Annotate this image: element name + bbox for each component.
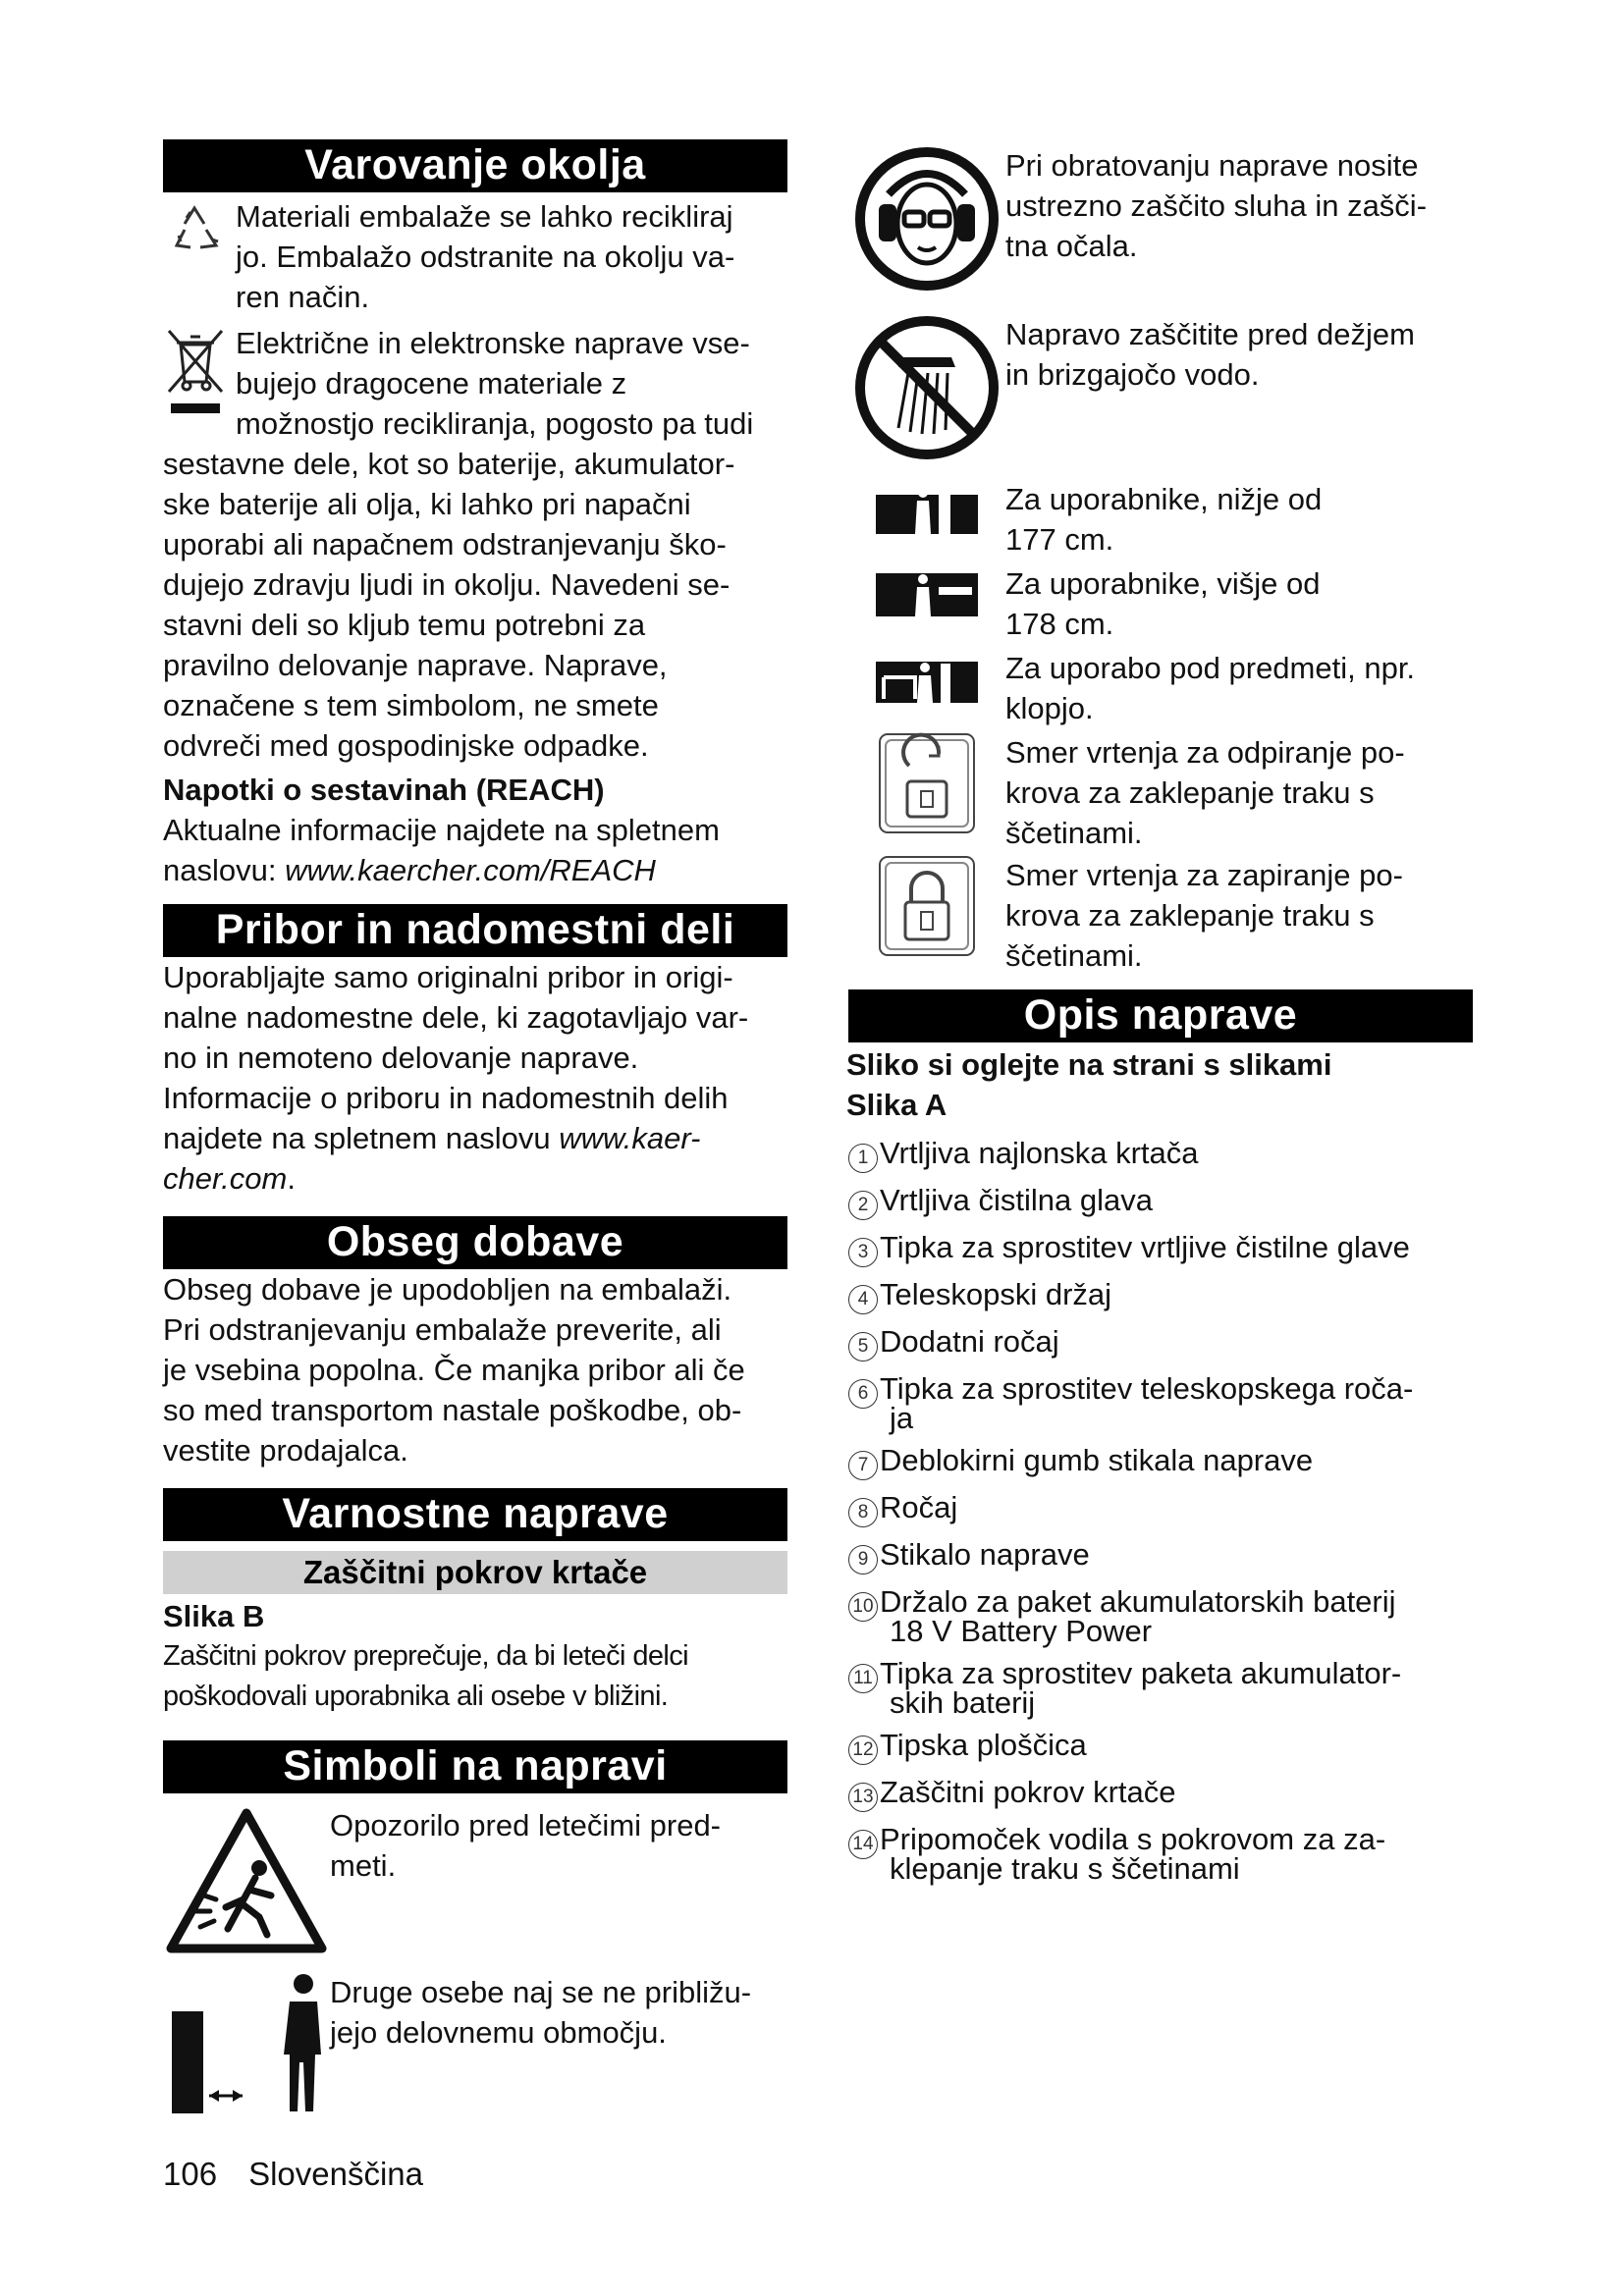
item-text: Zaščitni pokrov krtače xyxy=(880,1775,1176,1809)
reach-prefix: naslovu: xyxy=(163,853,286,887)
list-item xyxy=(848,1584,1473,1648)
list-item xyxy=(848,1537,1473,1575)
reach-line-1: Aktualne informacije najdete na spletnem xyxy=(163,813,720,847)
list-item xyxy=(848,1656,1473,1720)
weee-rest-2: ske baterije ali olja, ki lahko pri napačni xyxy=(163,487,691,521)
symbol-flying-objects xyxy=(163,1805,787,1954)
section-title-safety: Varnostne naprave xyxy=(163,1488,787,1541)
reach-line-2 xyxy=(163,850,787,890)
list-item xyxy=(848,1490,1473,1527)
list-item xyxy=(848,1443,1473,1480)
unlock-line-3: ščetinami. xyxy=(1005,816,1143,850)
item-number: 11 xyxy=(848,1664,878,1693)
item-text-cont: 18 V Battery Power xyxy=(890,1614,1153,1648)
recycle-icon xyxy=(163,196,232,265)
under-line-2: klopjo. xyxy=(1005,691,1094,725)
list-item xyxy=(848,1371,1473,1435)
symbol-under-objects xyxy=(848,648,1473,728)
safety-line-2: poškodovali uporabnika ali osebe v bližini. xyxy=(163,1681,669,1712)
item-number: 1 xyxy=(848,1144,878,1173)
reach-link[interactable]: www.kaercher.com/REACH xyxy=(285,853,656,887)
weee-line-1: Električne in elektronske naprave vse- xyxy=(236,326,750,360)
user-tall-icon xyxy=(876,569,978,616)
item-text: Tipka za sprostitev paketa akumulator- xyxy=(880,1656,1402,1690)
lock-line-2: krova za zaklepanje traku s xyxy=(1005,898,1375,933)
symbol-lock-rotation xyxy=(848,855,1473,976)
scope-line-1: Obseg dobave je upodobljen na embalaži. xyxy=(163,1272,732,1307)
under-line-1: Za uporabo pod predmeti, npr. xyxy=(1005,651,1416,685)
list-item xyxy=(848,1775,1473,1812)
recycle-line-1: Materiali embalaže se lahko recikliraj xyxy=(236,199,733,234)
symbol-no-rain xyxy=(848,314,1473,461)
lock-rotation-icon xyxy=(878,855,976,957)
section-title-accessories: Pribor in nadomestni deli xyxy=(163,904,787,957)
short-line-1: Za uporabnike, nižje od xyxy=(1005,482,1323,516)
list-item xyxy=(848,1230,1473,1267)
protection-line-2: ustrezno zaščito sluha in zašči- xyxy=(1005,188,1428,223)
scope-line-4: so med transportom nastale poškodbe, ob- xyxy=(163,1393,742,1427)
list-item xyxy=(848,1277,1473,1314)
item-number: 13 xyxy=(848,1783,878,1812)
item-text: Deblokirni gumb stikala naprave xyxy=(880,1443,1314,1477)
item-text: Stikalo naprave xyxy=(880,1537,1090,1572)
item-text-cont: ja xyxy=(890,1401,914,1435)
item-text: Tipka za sprostitev vrtljive čistilne glave xyxy=(880,1230,1410,1264)
no-rain-icon xyxy=(853,314,1001,461)
keep-distance-icon xyxy=(168,1972,325,2115)
flying-line-1: Opozorilo pred letečimi pred- xyxy=(330,1808,722,1842)
left-column xyxy=(163,139,787,2115)
item-text: Pripomoček vodila s pokrovom za za- xyxy=(880,1822,1386,1856)
item-text: Tipka za sprostitev teleskopskega roča- xyxy=(880,1371,1414,1406)
list-item xyxy=(848,1324,1473,1362)
item-number: 7 xyxy=(848,1451,878,1480)
subsection-title-brush-cover: Zaščitni pokrov krtače xyxy=(163,1551,787,1594)
weee-rest-7: označene s tem simbolom, ne smete xyxy=(163,688,659,722)
item-number: 12 xyxy=(848,1735,878,1765)
item-text: Ročaj xyxy=(880,1490,958,1524)
section-title-symbols: Simboli na napravi xyxy=(163,1740,787,1793)
right-column xyxy=(848,145,1473,1896)
under-objects-icon xyxy=(876,656,978,703)
section-title-description: Opis naprave xyxy=(848,989,1473,1042)
reach-heading: Napotki o sestavinah (REACH) xyxy=(163,773,605,807)
list-item xyxy=(848,1822,1473,1886)
lock-line-3: ščetinami. xyxy=(1005,938,1143,973)
see-figures-label: Sliko si oglejte na strani s slikami xyxy=(846,1047,1332,1082)
ear-eye-protection-icon xyxy=(853,145,1001,293)
short-line-2: 177 cm. xyxy=(1005,522,1114,557)
accessories-line-1: Uporabljajte samo originalni pribor in origi- xyxy=(163,960,733,994)
scope-line-2: Pri odstranjevanju embalaže preverite, ali xyxy=(163,1312,722,1347)
accessories-line-6 xyxy=(163,1158,787,1199)
weee-rest-4: dujejo zdravju ljudi in okolju. Navedeni se- xyxy=(163,567,731,602)
unlock-rotation-icon xyxy=(878,732,976,834)
unlock-line-1: Smer vrtenja za odpiranje po- xyxy=(1005,735,1405,770)
list-item xyxy=(848,1183,1473,1220)
symbol-keep-distance xyxy=(163,1972,787,2115)
item-text: Tipska ploščica xyxy=(880,1728,1087,1762)
accessories-line-2: nalne nadomestne dele, ki zagotavljajo var- xyxy=(163,1000,749,1035)
rain-line-2: in brizgajočo vodo. xyxy=(1005,357,1260,392)
accessories-link-part-2[interactable]: cher.com xyxy=(163,1161,288,1196)
item-text-cont: klepanje traku s ščetinami xyxy=(890,1851,1240,1886)
item-number: 3 xyxy=(848,1238,878,1267)
section-title-environment: Varovanje okolja xyxy=(163,139,787,192)
weee-rest-6: pravilno delovanje naprave. Naprave, xyxy=(163,648,668,682)
symbol-ear-eye-protection xyxy=(848,145,1473,293)
tall-line-2: 178 cm. xyxy=(1005,607,1114,641)
section-title-scope: Obseg dobave xyxy=(163,1216,787,1269)
protection-line-1: Pri obratovanju naprave nosite xyxy=(1005,148,1419,183)
page-number: 106 xyxy=(163,2156,218,2192)
accessories-line-5 xyxy=(163,1118,787,1158)
weee-block xyxy=(163,323,787,766)
distance-line-1: Druge osebe naj se ne približu- xyxy=(330,1975,752,2009)
weee-line-3: možnostjo recikliranja, pogosto pa tudi xyxy=(236,406,754,441)
item-number: 10 xyxy=(848,1592,878,1622)
item-number: 2 xyxy=(848,1191,878,1220)
weee-rest-1: sestavne dele, kot so baterije, akumulator- xyxy=(163,447,735,481)
crossed-bin-icon xyxy=(163,323,228,417)
distance-line-2: jejo delovnemu območju. xyxy=(330,2015,667,2050)
accessories-line-4: Informacije o priboru in nadomestnih delih xyxy=(163,1081,729,1115)
symbol-user-short xyxy=(848,479,1473,560)
scope-line-5: vestite prodajalca. xyxy=(163,1433,408,1468)
item-text: Vrtljiva najlonska krtača xyxy=(880,1136,1199,1170)
item-number: 6 xyxy=(848,1379,878,1409)
accessories-prefix: najdete na spletnem naslovu xyxy=(163,1121,560,1155)
component-list xyxy=(848,1136,1473,1886)
safety-line-1: Zaščitni pokrov preprečuje, da bi leteči delci xyxy=(163,1640,688,1672)
item-text-cont: skih baterij xyxy=(890,1685,1036,1720)
item-number: 14 xyxy=(848,1830,878,1859)
recycle-line-3: ren način. xyxy=(236,280,370,314)
item-number: 8 xyxy=(848,1498,878,1527)
item-number: 4 xyxy=(848,1285,878,1314)
item-number: 5 xyxy=(848,1332,878,1362)
lock-line-1: Smer vrtenja za zapiranje po- xyxy=(1005,858,1403,892)
weee-rest-5: stavni deli so kljub temu potrebni za xyxy=(163,608,646,642)
item-text: Vrtljiva čistilna glava xyxy=(880,1183,1153,1217)
weee-line-2: bujejo dragocene materiale z xyxy=(236,366,627,400)
item-text: Teleskopski držaj xyxy=(880,1277,1112,1311)
rain-line-1: Napravo zaščitite pred dežjem xyxy=(1005,317,1415,351)
accessories-link-part-1[interactable]: www.kaer- xyxy=(559,1121,701,1155)
weee-rest-8: odvreči med gospodinjske odpadke. xyxy=(163,728,649,763)
symbol-unlock-rotation xyxy=(848,732,1473,853)
item-number: 9 xyxy=(848,1545,878,1575)
list-item xyxy=(848,1728,1473,1765)
figure-a-label: Slika A xyxy=(846,1088,947,1122)
unlock-line-2: krova za zaklepanje traku s xyxy=(1005,775,1375,810)
weee-rest-3: uporabi ali napačnem odstranjevanju ško- xyxy=(163,527,727,561)
footer-language: Slovenščina xyxy=(248,2156,424,2192)
recycle-line-2: jo. Embalažo odstranite na okolju va- xyxy=(236,240,735,274)
recycle-block xyxy=(163,196,787,317)
item-text: Držalo za paket akumulatorskih baterij xyxy=(880,1584,1396,1619)
protection-line-3: tna očala. xyxy=(1005,229,1138,263)
tall-line-1: Za uporabnike, višje od xyxy=(1005,566,1321,601)
flying-line-2: meti. xyxy=(330,1848,397,1883)
item-text: Dodatni ročaj xyxy=(880,1324,1059,1359)
accessories-line-3: no in nemoteno delovanje naprave. xyxy=(163,1041,639,1075)
flying-objects-warning-icon xyxy=(165,1805,328,1954)
user-short-icon xyxy=(876,487,978,534)
page-footer xyxy=(163,2156,455,2193)
list-item xyxy=(848,1136,1473,1173)
accessories-suffix: . xyxy=(287,1161,296,1196)
symbol-user-tall xyxy=(848,563,1473,644)
scope-line-3: je vsebina popolna. Če manjka pribor ali če xyxy=(163,1353,745,1387)
safety-figure-label: Slika B xyxy=(163,1599,265,1633)
